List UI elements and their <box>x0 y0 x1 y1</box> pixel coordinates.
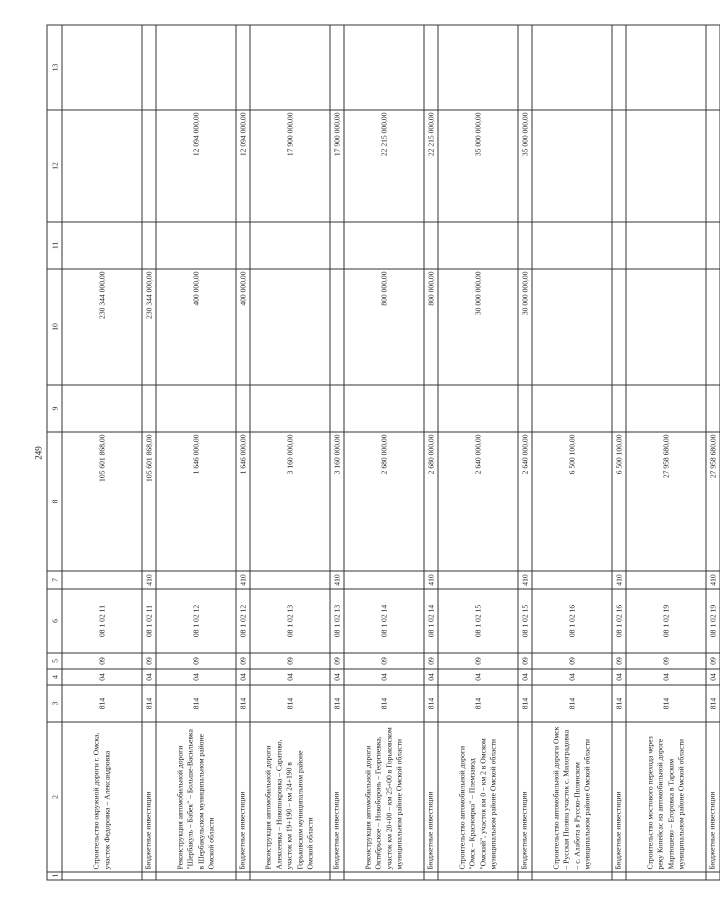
column-header-10: 10 <box>47 269 62 385</box>
cell-col5: 09 <box>518 653 532 669</box>
row-name-cell: Бюджетные инвестиции <box>424 722 438 872</box>
cell-col12: 12 094 000,00 <box>156 110 236 222</box>
cell-col8: 2 640 000,00 <box>438 432 518 571</box>
cell-col10: 800 000,00 <box>424 269 438 385</box>
cell-col5: 09 <box>626 653 706 669</box>
cell-col7: 410 <box>236 571 250 589</box>
row-name-cell: Реконструкция автомобильной дороги Алексеевка – Новопокровка – Саратово, участок км 19+190 – км 24+190 в Горьковском муниципальном районе Омской области <box>250 722 330 872</box>
cell-col8: 105 601 868,00 <box>62 432 142 571</box>
cell-col6: 08 1 02 15 <box>518 589 532 653</box>
cell-col11 <box>706 222 720 269</box>
cell-col8: 6 500 100,00 <box>532 432 612 571</box>
cell-col6: 08 1 02 15 <box>438 589 518 653</box>
row-name-cell: Бюджетные инвестиции <box>612 722 626 872</box>
row-name-cell: Строительство мостового перехода через реку Копейсас на автомобильной дороге Мартюшево – Егоровка в Тарском муниципальном районе Омской области <box>626 722 706 872</box>
cell-col9 <box>626 385 706 432</box>
cell-col4: 04 <box>236 669 250 685</box>
row-name-cell: Строительство автомобильной дороги Омск – Русская Поляна участок с. Милоградовка – с. Алабота в Русско-Полянском муниципальном районе Омской области <box>532 722 612 872</box>
cell-col4: 04 <box>532 669 612 685</box>
table-row-object <box>532 25 612 880</box>
column-header-5: 5 <box>47 653 62 669</box>
budget-table <box>46 24 720 880</box>
cell-col4: 04 <box>156 669 236 685</box>
row-name-cell: Бюджетные инвестиции <box>518 722 532 872</box>
cell-col7 <box>532 571 612 589</box>
cell-col10 <box>626 269 706 385</box>
cell-col5: 09 <box>142 653 156 669</box>
cell-col11 <box>156 222 236 269</box>
cell-col9 <box>62 385 142 432</box>
table-row-object <box>626 25 706 880</box>
cell-col9 <box>142 385 156 432</box>
cell-col13 <box>706 25 720 110</box>
cell-col10 <box>706 269 720 385</box>
cell-col13 <box>518 25 532 110</box>
row-marker-cell <box>532 872 612 880</box>
cell-col6: 08 1 02 14 <box>344 589 424 653</box>
table-row-total <box>142 25 156 880</box>
cell-col8: 2 640 000,00 <box>518 432 532 571</box>
cell-col12 <box>62 110 142 222</box>
cell-col12 <box>626 110 706 222</box>
cell-col3: 814 <box>330 685 344 722</box>
cell-col10: 230 344 000,00 <box>62 269 142 385</box>
row-marker-cell <box>330 872 344 880</box>
cell-col5: 09 <box>250 653 330 669</box>
row-marker-cell <box>706 872 720 880</box>
table-row-total <box>330 25 344 880</box>
cell-col9 <box>518 385 532 432</box>
cell-col8: 2 680 000,00 <box>424 432 438 571</box>
cell-col11 <box>518 222 532 269</box>
cell-col5: 09 <box>344 653 424 669</box>
cell-col13 <box>236 25 250 110</box>
cell-col4: 04 <box>706 669 720 685</box>
cell-col7: 410 <box>706 571 720 589</box>
cell-col5: 09 <box>424 653 438 669</box>
table-row-total <box>236 25 250 880</box>
cell-col3: 814 <box>344 685 424 722</box>
cell-col11 <box>236 222 250 269</box>
cell-col4: 04 <box>62 669 142 685</box>
cell-col9 <box>236 385 250 432</box>
cell-col9 <box>532 385 612 432</box>
cell-col13 <box>142 25 156 110</box>
cell-col13 <box>532 25 612 110</box>
cell-col4: 04 <box>518 669 532 685</box>
cell-col5: 09 <box>438 653 518 669</box>
cell-col7 <box>250 571 330 589</box>
column-header-2: 2 <box>47 722 62 872</box>
row-name-cell: Бюджетные инвестиции <box>706 722 720 872</box>
column-header-13: 13 <box>47 25 62 110</box>
cell-col6: 08 1 02 11 <box>62 589 142 653</box>
row-marker-cell <box>156 872 236 880</box>
row-marker-cell <box>626 872 706 880</box>
cell-col8: 1 646 000,00 <box>236 432 250 571</box>
cell-col9 <box>438 385 518 432</box>
cell-col8: 3 160 000,00 <box>330 432 344 571</box>
cell-col12: 17 900 000,00 <box>250 110 330 222</box>
cell-col3: 814 <box>532 685 612 722</box>
cell-col12: 35 000 000,00 <box>438 110 518 222</box>
cell-col3: 814 <box>438 685 518 722</box>
cell-col5: 09 <box>156 653 236 669</box>
cell-col11 <box>142 222 156 269</box>
cell-col7 <box>344 571 424 589</box>
row-marker-cell <box>250 872 330 880</box>
cell-col5: 09 <box>532 653 612 669</box>
cell-col12 <box>142 110 156 222</box>
column-header-8: 8 <box>47 432 62 571</box>
row-marker-cell <box>236 872 250 880</box>
cell-col7 <box>156 571 236 589</box>
table-row-total <box>424 25 438 880</box>
cell-col5: 09 <box>330 653 344 669</box>
cell-col10 <box>330 269 344 385</box>
column-number-header-row <box>47 25 62 880</box>
cell-col4: 04 <box>142 669 156 685</box>
table-row-total <box>518 25 532 880</box>
cell-col7: 410 <box>612 571 626 589</box>
table-row-total <box>706 25 720 880</box>
cell-col9 <box>330 385 344 432</box>
cell-col13 <box>330 25 344 110</box>
cell-col13 <box>626 25 706 110</box>
cell-col6: 08 1 02 11 <box>142 589 156 653</box>
table-row-object <box>438 25 518 880</box>
column-header-3: 3 <box>47 685 62 722</box>
cell-col3: 814 <box>236 685 250 722</box>
cell-col13 <box>156 25 236 110</box>
column-header-6: 6 <box>47 589 62 653</box>
cell-col11 <box>438 222 518 269</box>
cell-col7: 410 <box>330 571 344 589</box>
cell-col3: 814 <box>250 685 330 722</box>
cell-col8: 27 958 680,00 <box>626 432 706 571</box>
cell-col6: 08 1 02 14 <box>424 589 438 653</box>
column-header-12: 12 <box>47 110 62 222</box>
column-header-9: 9 <box>47 385 62 432</box>
column-header-4: 4 <box>47 669 62 685</box>
cell-col12: 17 900 000,00 <box>330 110 344 222</box>
cell-col10: 400 000,00 <box>236 269 250 385</box>
row-marker-cell <box>142 872 156 880</box>
cell-col3: 814 <box>612 685 626 722</box>
cell-col8: 6 500 100,00 <box>612 432 626 571</box>
cell-col10 <box>532 269 612 385</box>
row-name-cell: Строительство автомобильной дороги "Омск – Красноярка" – Племзавод "Омский", участок км 0 – км 2 в Омском муниципальном районе Омской области <box>438 722 518 872</box>
cell-col6: 08 1 02 19 <box>706 589 720 653</box>
column-header-11: 11 <box>47 222 62 269</box>
row-marker-cell <box>62 872 142 880</box>
cell-col12: 12 094 000,00 <box>236 110 250 222</box>
cell-col11 <box>344 222 424 269</box>
row-marker-cell <box>344 872 424 880</box>
cell-col3: 814 <box>156 685 236 722</box>
cell-col13 <box>250 25 330 110</box>
table-row-object <box>250 25 330 880</box>
cell-col12 <box>706 110 720 222</box>
row-name-cell: Бюджетные инвестиции <box>330 722 344 872</box>
cell-col8: 105 601 868,00 <box>142 432 156 571</box>
cell-col6: 08 1 02 19 <box>626 589 706 653</box>
cell-col8: 27 958 680,00 <box>706 432 720 571</box>
cell-col13 <box>612 25 626 110</box>
cell-col12: 22 215 000,00 <box>344 110 424 222</box>
table-row-object <box>344 25 424 880</box>
table-row-total <box>612 25 626 880</box>
cell-col3: 814 <box>626 685 706 722</box>
cell-col11 <box>250 222 330 269</box>
cell-col6: 08 1 02 13 <box>330 589 344 653</box>
cell-col9 <box>250 385 330 432</box>
cell-col3: 814 <box>706 685 720 722</box>
cell-col8: 2 680 000,00 <box>344 432 424 571</box>
row-marker-cell <box>612 872 626 880</box>
table-row-object <box>156 25 236 880</box>
cell-col11 <box>330 222 344 269</box>
cell-col3: 814 <box>142 685 156 722</box>
row-marker-cell <box>438 872 518 880</box>
cell-col5: 09 <box>62 653 142 669</box>
cell-col10 <box>612 269 626 385</box>
cell-col7: 410 <box>424 571 438 589</box>
cell-col10: 230 344 000,00 <box>142 269 156 385</box>
page-number: 249 <box>33 445 43 460</box>
cell-col8: 3 160 000,00 <box>250 432 330 571</box>
cell-col6: 08 1 02 12 <box>236 589 250 653</box>
cell-col6: 08 1 02 12 <box>156 589 236 653</box>
cell-col13 <box>344 25 424 110</box>
cell-col11 <box>532 222 612 269</box>
cell-col8: 1 646 000,00 <box>156 432 236 571</box>
cell-col6: 08 1 02 13 <box>250 589 330 653</box>
cell-col7: 410 <box>518 571 532 589</box>
row-name-cell: Бюджетные инвестиции <box>236 722 250 872</box>
cell-col7: 410 <box>142 571 156 589</box>
cell-col11 <box>424 222 438 269</box>
cell-col5: 09 <box>706 653 720 669</box>
row-name-cell: Бюджетные инвестиции <box>142 722 156 872</box>
cell-col5: 09 <box>612 653 626 669</box>
cell-col9 <box>344 385 424 432</box>
cell-col11 <box>612 222 626 269</box>
cell-col10: 800 000,00 <box>344 269 424 385</box>
cell-col6: 08 1 02 16 <box>532 589 612 653</box>
rotated-document-sheet <box>30 25 717 880</box>
cell-col4: 04 <box>424 669 438 685</box>
row-name-cell: Строительство окружной дороги г. Омска, участок Федоровка – Александровка <box>62 722 142 872</box>
cell-col13 <box>62 25 142 110</box>
row-marker-cell <box>518 872 532 880</box>
cell-col4: 04 <box>250 669 330 685</box>
row-name-cell: Реконструкция автомобильной дороги "Шербакуль – Бабек" – Больше-Васильевка в Шербакульском муниципальном районе Омской области <box>156 722 236 872</box>
cell-col9 <box>706 385 720 432</box>
cell-col9 <box>424 385 438 432</box>
cell-col9 <box>612 385 626 432</box>
cell-col6: 08 1 02 16 <box>612 589 626 653</box>
cell-col10 <box>250 269 330 385</box>
cell-col4: 04 <box>344 669 424 685</box>
cell-col3: 814 <box>518 685 532 722</box>
cell-col10: 30 000 000,00 <box>518 269 532 385</box>
cell-col13 <box>438 25 518 110</box>
cell-col4: 04 <box>612 669 626 685</box>
row-name-cell: Реконструкция автомобильной дороги Октябрьское – Новоборонь – Георгиевка, участок км 20+00 – км 25+00 в Горьковском муниципальном районе Омской области <box>344 722 424 872</box>
column-header-1: 1 <box>47 872 62 880</box>
row-marker-cell <box>424 872 438 880</box>
table-body <box>62 25 720 880</box>
cell-col7 <box>626 571 706 589</box>
cell-col3: 814 <box>62 685 142 722</box>
cell-col7 <box>438 571 518 589</box>
cell-col5: 09 <box>236 653 250 669</box>
cell-col12: 35 000 000,00 <box>518 110 532 222</box>
column-header-7: 7 <box>47 571 62 589</box>
cell-col10: 400 000,00 <box>156 269 236 385</box>
cell-col4: 04 <box>626 669 706 685</box>
cell-col11 <box>626 222 706 269</box>
cell-col12 <box>612 110 626 222</box>
cell-col13 <box>424 25 438 110</box>
table-row-object <box>62 25 142 880</box>
cell-col10: 30 000 000,00 <box>438 269 518 385</box>
cell-col12: 22 215 000,00 <box>424 110 438 222</box>
cell-col3: 814 <box>424 685 438 722</box>
cell-col4: 04 <box>438 669 518 685</box>
cell-col11 <box>62 222 142 269</box>
cell-col12 <box>532 110 612 222</box>
cell-col7 <box>62 571 142 589</box>
cell-col4: 04 <box>330 669 344 685</box>
cell-col9 <box>156 385 236 432</box>
